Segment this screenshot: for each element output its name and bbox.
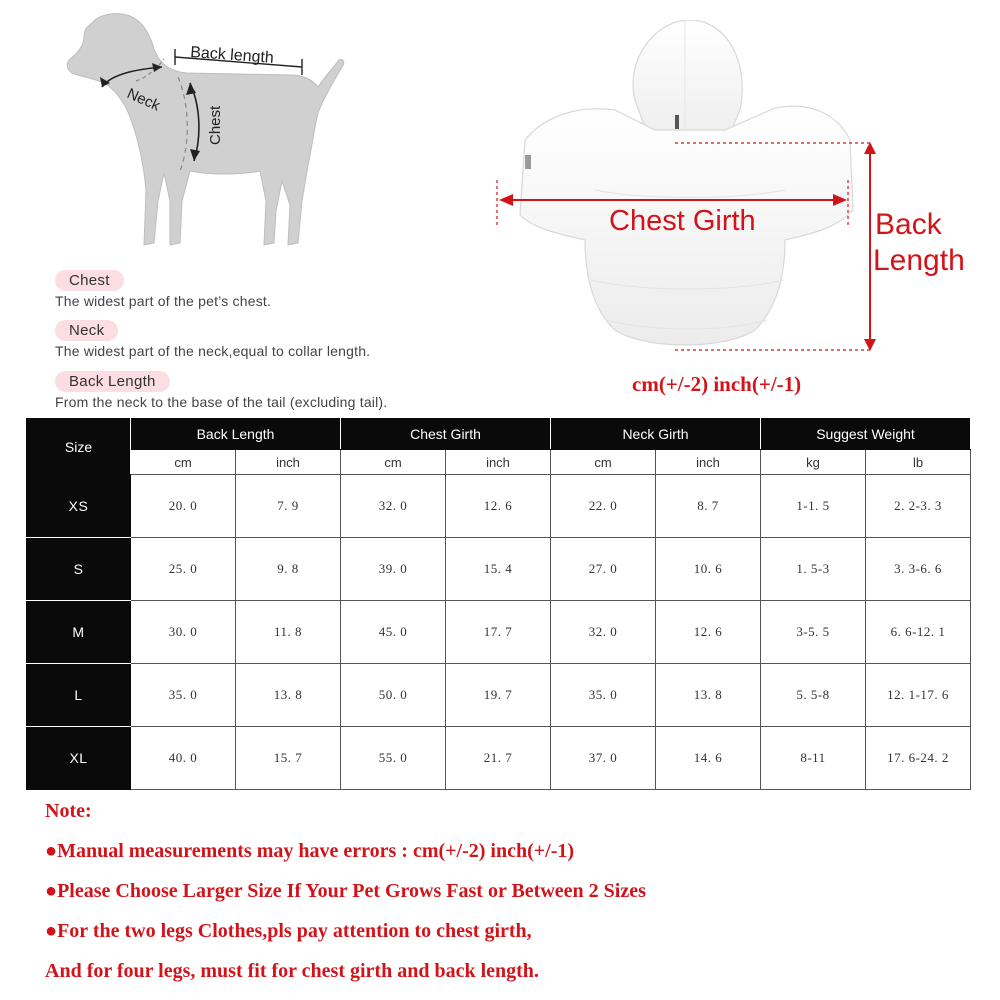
table-cell: 15. 7 bbox=[236, 727, 341, 790]
group-header-suggest-weight: Suggest Weight bbox=[761, 419, 971, 450]
table-group-header-row bbox=[27, 419, 971, 450]
measurement-tolerance: cm(+/-2) inch(+/-1) bbox=[632, 372, 802, 396]
table-cell: 12. 6 bbox=[446, 475, 551, 538]
unit-header: cm bbox=[551, 450, 656, 475]
table-cell: 19. 7 bbox=[446, 664, 551, 727]
definition-description: The widest part of the neck,equal to collar length. bbox=[55, 343, 371, 359]
table-cell: 2. 2-3. 3 bbox=[866, 475, 971, 538]
jacket-measurement-diagram bbox=[485, 20, 985, 365]
table-cell: 7. 9 bbox=[236, 475, 341, 538]
table-cell: 8. 7 bbox=[656, 475, 761, 538]
unit-header: inch bbox=[446, 450, 551, 475]
table-row bbox=[27, 664, 971, 727]
table-cell: 30. 0 bbox=[131, 601, 236, 664]
size-cell: XS bbox=[27, 475, 131, 538]
table-cell: 6. 6-12. 1 bbox=[866, 601, 971, 664]
chest-girth-label: Chest Girth bbox=[609, 205, 756, 237]
unit-header: lb bbox=[866, 450, 971, 475]
table-cell: 13. 8 bbox=[656, 664, 761, 727]
definition-back-length bbox=[55, 371, 387, 410]
note-line: ●For the two legs Clothes,pls pay attention to chest girth, bbox=[45, 920, 532, 942]
table-cell: 27. 0 bbox=[551, 538, 656, 601]
back-length-label-line1: Back bbox=[875, 208, 942, 241]
table-cell: 11. 8 bbox=[236, 601, 341, 664]
table-cell: 40. 0 bbox=[131, 727, 236, 790]
note-line: ●Please Choose Larger Size If Your Pet Grows Fast or Between 2 Sizes bbox=[45, 880, 646, 902]
group-header-chest-girth: Chest Girth bbox=[341, 419, 551, 450]
size-cell: M bbox=[27, 601, 131, 664]
table-cell: 15. 4 bbox=[446, 538, 551, 601]
chest-label: Chest bbox=[207, 105, 224, 145]
note-line: ●Manual measurements may have errors : cm(+/-2) inch(+/-1) bbox=[45, 840, 575, 862]
table-cell: 25. 0 bbox=[131, 538, 236, 601]
table-cell: 32. 0 bbox=[551, 601, 656, 664]
definition-chest bbox=[55, 270, 271, 309]
table-cell: 35. 0 bbox=[131, 664, 236, 727]
table-cell: 14. 6 bbox=[656, 727, 761, 790]
table-cell: 20. 0 bbox=[131, 475, 236, 538]
table-cell: 45. 0 bbox=[341, 601, 446, 664]
table-row bbox=[27, 538, 971, 601]
unit-header: inch bbox=[236, 450, 341, 475]
size-cell: S bbox=[27, 538, 131, 601]
unit-header: inch bbox=[656, 450, 761, 475]
table-cell: 9. 8 bbox=[236, 538, 341, 601]
dog-measurement-diagram bbox=[40, 5, 370, 270]
note-heading: Note: bbox=[45, 800, 92, 822]
table-cell: 22. 0 bbox=[551, 475, 656, 538]
note-line: And for four legs, must fit for chest girth and back length. bbox=[45, 960, 539, 982]
table-cell: 1-1. 5 bbox=[761, 475, 866, 538]
table-row bbox=[27, 475, 971, 538]
table-cell: 3-5. 5 bbox=[761, 601, 866, 664]
definition-description: The widest part of the pet’s chest. bbox=[55, 293, 272, 309]
table-unit-header-row bbox=[27, 450, 971, 475]
unit-header: cm bbox=[341, 450, 446, 475]
table-cell: 1. 5-3 bbox=[761, 538, 866, 601]
group-header-back-length: Back Length bbox=[131, 419, 341, 450]
table-cell: 32. 0 bbox=[341, 475, 446, 538]
size-chart-table bbox=[26, 418, 971, 790]
table-row bbox=[27, 727, 971, 790]
size-cell: L bbox=[27, 664, 131, 727]
table-cell: 21. 7 bbox=[446, 727, 551, 790]
table-cell: 37. 0 bbox=[551, 727, 656, 790]
size-column-header: Size bbox=[27, 419, 131, 475]
definition-term: Back Length bbox=[55, 371, 170, 392]
definition-description: From the neck to the base of the tail (excluding tail). bbox=[55, 394, 388, 410]
table-cell: 55. 0 bbox=[341, 727, 446, 790]
unit-header: cm bbox=[131, 450, 236, 475]
table-cell: 50. 0 bbox=[341, 664, 446, 727]
table-cell: 8-11 bbox=[761, 727, 866, 790]
unit-header: kg bbox=[761, 450, 866, 475]
table-cell: 17. 7 bbox=[446, 601, 551, 664]
group-header-neck-girth: Neck Girth bbox=[551, 419, 761, 450]
table-row bbox=[27, 601, 971, 664]
size-cell: XL bbox=[27, 727, 131, 790]
table-cell: 10. 6 bbox=[656, 538, 761, 601]
back-length-label: Back length bbox=[189, 44, 275, 67]
table-cell: 39. 0 bbox=[341, 538, 446, 601]
back-length-label-line2: Length bbox=[873, 244, 965, 277]
table-cell: 12. 1-17. 6 bbox=[866, 664, 971, 727]
table-cell: 35. 0 bbox=[551, 664, 656, 727]
definition-term: Chest bbox=[55, 270, 124, 291]
table-cell: 12. 6 bbox=[656, 601, 761, 664]
table-cell: 13. 8 bbox=[236, 664, 341, 727]
definition-neck bbox=[55, 320, 370, 359]
neck-label: Neck bbox=[124, 85, 163, 115]
table-cell: 17. 6-24. 2 bbox=[866, 727, 971, 790]
table-cell: 5. 5-8 bbox=[761, 664, 866, 727]
definition-term: Neck bbox=[55, 320, 118, 341]
table-cell: 3. 3-6. 6 bbox=[866, 538, 971, 601]
